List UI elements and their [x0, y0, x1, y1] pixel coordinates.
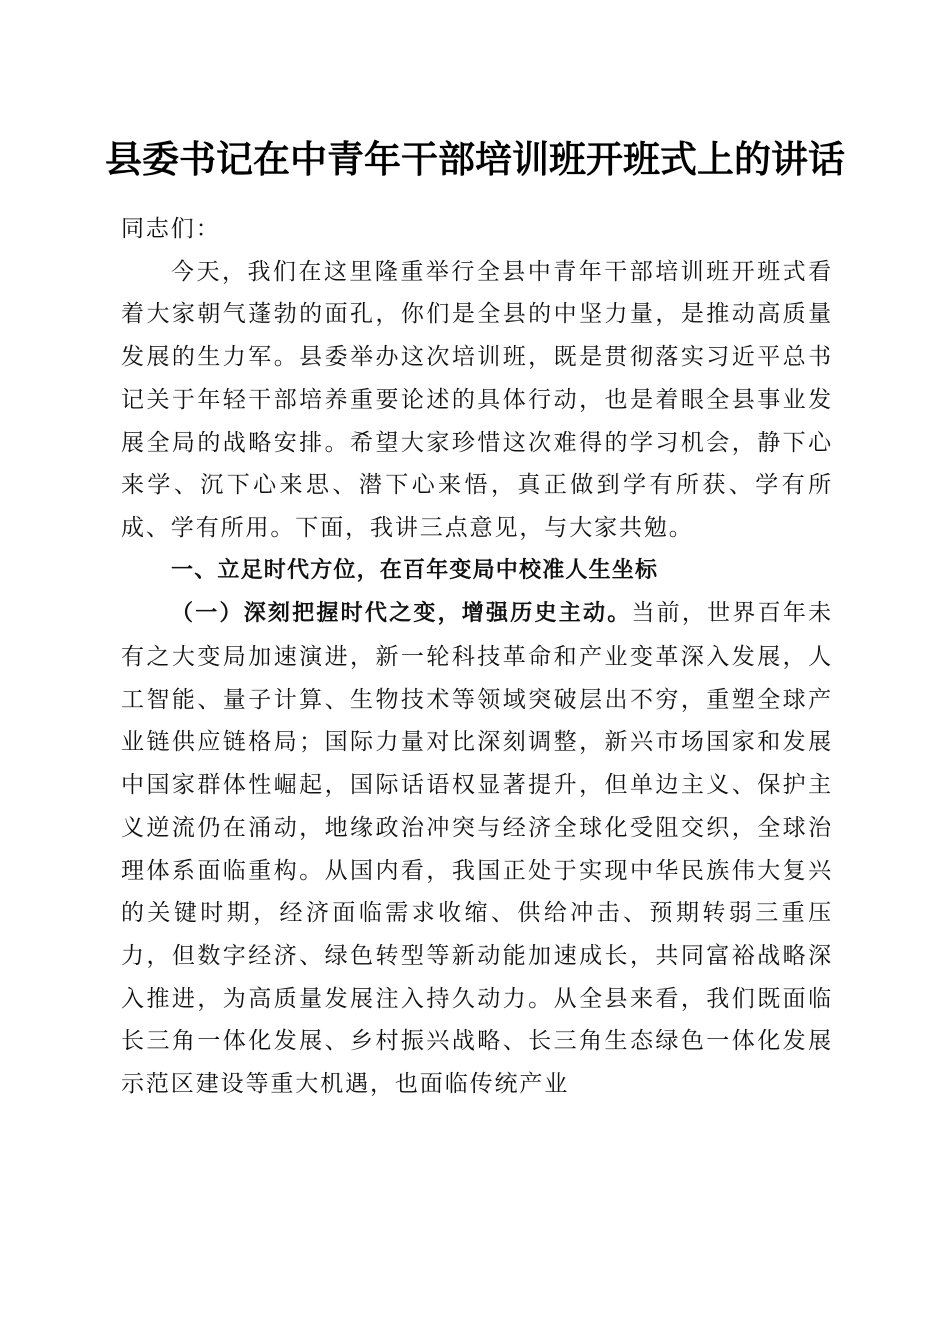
subsection-body: 当前，世界百年未有之大变局加速演进，新一轮科技革命和产业变革深入发展，人工智能、量子计算、生物技术等领域突破层出不穷，重塑全球产业链供应链格局；国际力量对比深刻调整，新兴市场国家和发展中国家群体性崛起，国际话语权显著提升，但单边主义、保护主义逆流仍在涌动，地缘政治冲突与经济全球化受阻交织，全球治理体系面临重构。从国内看，我国正处于实现中华民族伟大复兴的关键时期，经济面临需求收缩、供给冲击、预期转弱三重压力，但数字经济、绿色转型等新动能加速成长，共同富裕战略深入推进，为高质量发展注入持久动力。从全县来看，我们既面临长三角一体化发展、乡村振兴战略、长三角生态绿色一体化发展示范区建设等重大机遇，也面临传统产业	[121, 600, 833, 1098]
document-title: 县委书记在中青年干部培训班开班式上的讲话	[105, 137, 845, 181]
opening-paragraph: 今天，我们在这里隆重举行全县中青年干部培训班开班式看着大家朝气蓬勃的面孔，你们是全县的中坚力量，是推动高质量发展的生力军。县委举办这次培训班，既是贯彻落实习近平总书记关于年轻干部培养重要论述的具体行动，也是着眼全县事业发展全局的战略安排。希望大家珍惜这次难得的学习机会，静下心来学、沉下心来思、潜下心来悟，真正做到学有所获、学有所成、学有所用。下面，我讲三点意见，与大家共勉。	[121, 258, 833, 541]
subsection-paragraph	[121, 592, 833, 1105]
subsection-label: （一）深刻把握时代之变，增强历史主动。	[171, 601, 632, 627]
document-body	[121, 208, 833, 1106]
salutation: 同志们：	[121, 216, 221, 242]
section-heading: 一、立足时代方位，在百年变局中校准人生坐标	[171, 557, 659, 583]
